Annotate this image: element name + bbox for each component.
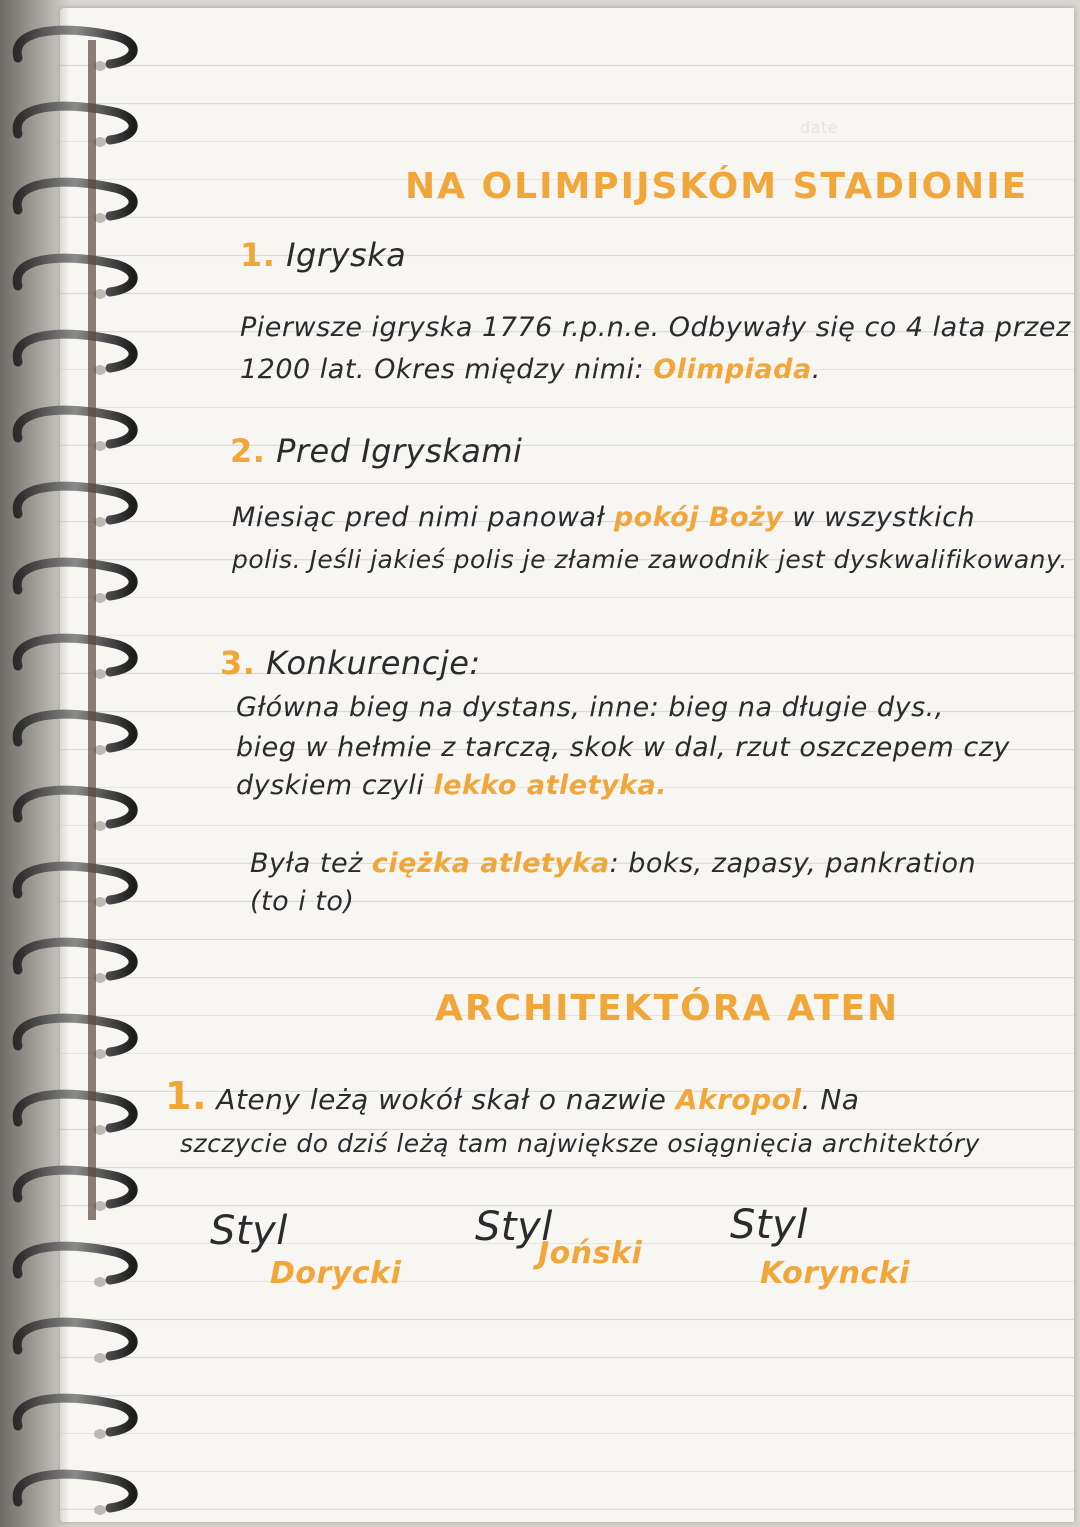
section-number: 1. (240, 236, 276, 274)
spiral-ring (17, 1474, 133, 1508)
section-1-line-2 (240, 350, 821, 390)
style-name: Dorycki (270, 1256, 402, 1291)
style-label: Styl (730, 1202, 808, 1248)
architecture-line-2: szczycie do dziś leżą tam największe osiągnięcia architektóry (180, 1129, 980, 1158)
heading-text: Pred Igryskami (276, 432, 523, 470)
section-title-architecture: ARCHITEKTÓRA ATEN (435, 988, 900, 1029)
section-3-line-5: (to i to) (250, 886, 355, 917)
spiral-ring (17, 1018, 133, 1052)
date-label: date (800, 118, 839, 137)
section-3-line-3 (236, 766, 667, 806)
section-number: 2. (230, 432, 266, 470)
highlight-ciezka-atletyka: ciężka atletyka (371, 848, 610, 879)
spiral-ring (17, 1094, 133, 1128)
section-1-heading (240, 236, 406, 274)
section-number: 3. (220, 644, 256, 682)
text: Ateny leżą wokół skał o nazwie (216, 1083, 676, 1116)
spiral-ring (17, 638, 133, 672)
text: . Na (801, 1083, 860, 1116)
style-name: Joński (538, 1236, 643, 1271)
section-2-heading (230, 432, 522, 470)
spiral-ring (17, 866, 133, 900)
spiral-ring (17, 182, 133, 216)
spiral-ring (17, 410, 133, 444)
section-3-heading (220, 644, 481, 682)
spiral-ring (17, 942, 133, 976)
spiral-ring (17, 1322, 133, 1356)
highlight-lekko-atletyka: lekko atletyka. (433, 770, 668, 801)
style-label: Styl (210, 1208, 288, 1254)
style-name: Koryncki (760, 1256, 910, 1291)
punch-hole (94, 1353, 106, 1363)
text: : boks, zapasy, pankration (609, 848, 977, 879)
spiral-spine (88, 40, 96, 1220)
spiral-binding-icon (0, 0, 160, 1527)
highlight-akropol: Akropol (675, 1083, 802, 1116)
spiral-ring (17, 106, 133, 140)
text: Była też (250, 848, 372, 879)
architecture-line-1 (165, 1076, 859, 1120)
punch-hole (94, 1429, 106, 1439)
section-3-line-4 (250, 844, 976, 884)
text: 1200 lat. Okres między nimi: (240, 354, 654, 385)
section-3-line-1: Główna bieg na dystans, inne: bieg na długie dys., (236, 692, 944, 723)
spiral-ring (17, 790, 133, 824)
spiral-ring (17, 334, 133, 368)
page-title: NA OLIMPIJSKÓM STADIONIE (405, 166, 1029, 207)
text: dyskiem czyli (236, 770, 434, 801)
heading-text: Konkurencje: (266, 644, 481, 682)
highlight-pokoj-bozy: pokój Boży (613, 502, 784, 533)
punch-hole (94, 1505, 106, 1515)
section-2-line-1 (232, 498, 975, 538)
text: w wszystkich (783, 502, 976, 533)
spiral-ring (17, 258, 133, 292)
spiral-ring (17, 714, 133, 748)
spiral-ring (17, 1398, 133, 1432)
text: . (811, 354, 821, 385)
style-label: Styl (475, 1204, 553, 1250)
highlight-olimpiada: Olimpiada (653, 354, 812, 385)
spiral-ring (17, 1170, 133, 1204)
section-number: 1. (165, 1074, 207, 1118)
spiral-ring (17, 486, 133, 520)
section-3-line-2: bieg w hełmie z tarczą, skok w dal, rzut oszczepem czy (236, 732, 1010, 763)
spiral-ring (17, 1246, 133, 1280)
spiral-ring (17, 562, 133, 596)
text: Miesiąc pred nimi panował (232, 502, 614, 533)
punch-hole (94, 1277, 106, 1287)
section-2-line-2: polis. Jeśli jakieś polis je złamie zawodnik jest dyskwalifikowany. (232, 545, 1068, 574)
section-1-line-1: Pierwsze igryska 1776 r.p.n.e. Odbywały się co 4 lata przez (240, 312, 1071, 343)
heading-text: Igryska (286, 236, 407, 274)
notebook-page (60, 8, 1074, 1522)
spiral-ring (17, 30, 133, 64)
